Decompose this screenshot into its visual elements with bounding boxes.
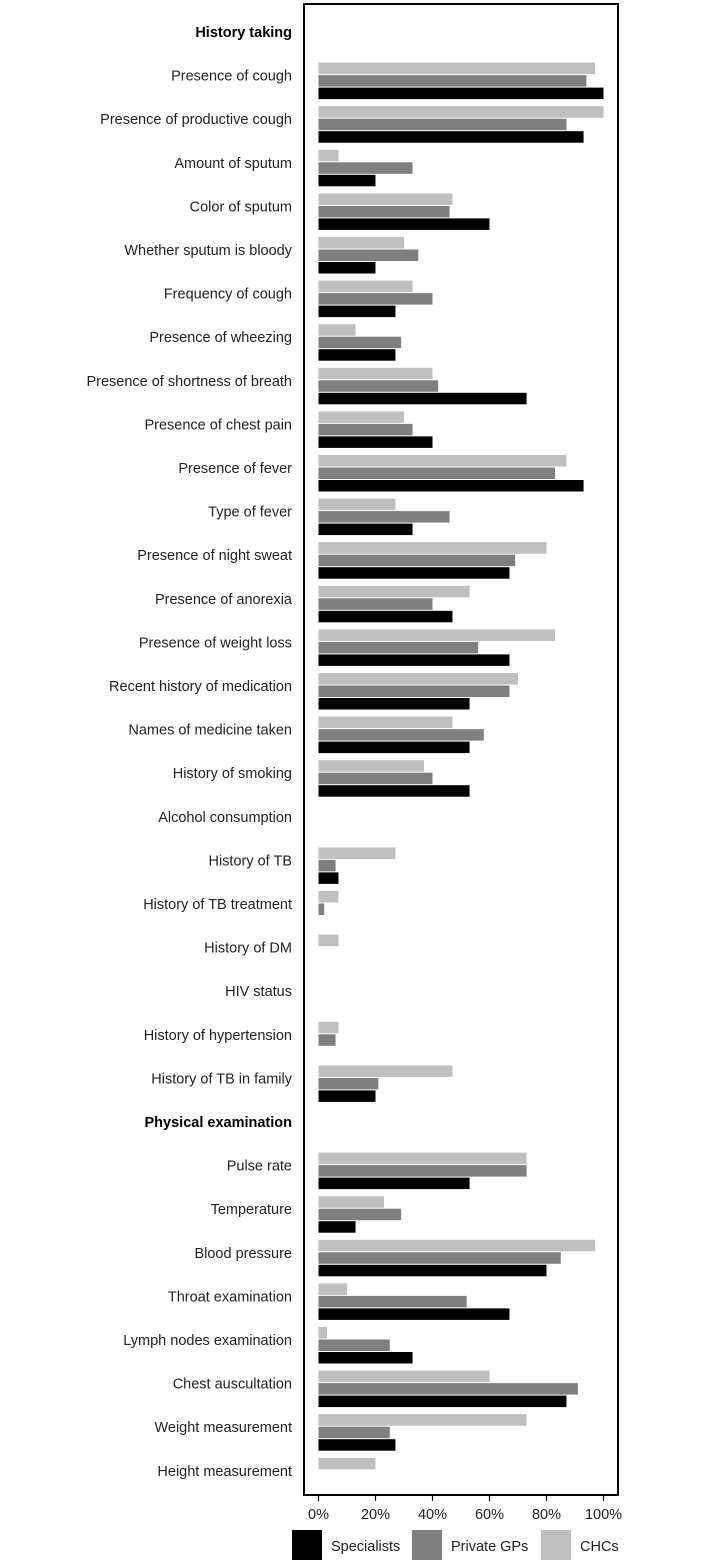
bar-chcs-history-of-smoking (319, 760, 424, 772)
bar-specialists-history-of-tb-in-family (319, 1090, 376, 1102)
bar-chcs-presence-of-shortness-of-breath (319, 368, 433, 380)
bar-chcs-recent-history-of-medication (319, 673, 519, 685)
category-label: Type of fever (208, 504, 292, 521)
bar-private-gps-presence-of-night-sweat (319, 555, 516, 567)
bar-private-gps-blood-pressure (319, 1252, 561, 1264)
bar-chcs-whether-sputum-is-bloody (319, 237, 405, 249)
bar-specialists-history-of-tb (319, 872, 339, 884)
bar-specialists-throat-examination (319, 1308, 510, 1320)
category-label: Chest auscultation (172, 1376, 292, 1393)
bar-private-gps-presence-of-chest-pain (319, 424, 413, 436)
category-label: Presence of anorexia (154, 591, 292, 608)
bar-private-gps-lymph-nodes-examination (319, 1340, 390, 1352)
bar-specialists-lymph-nodes-examination (319, 1352, 413, 1364)
bar-specialists-amount-of-sputum (319, 175, 376, 187)
bar-specialists-presence-of-shortness-of-breath (319, 393, 527, 405)
bar-specialists-presence-of-night-sweat (319, 567, 510, 579)
x-tick-label: 60% (474, 1507, 505, 1523)
bar-private-gps-presence-of-productive-cough (319, 119, 567, 131)
bar-private-gps-recent-history-of-medication (319, 686, 510, 698)
bar-chcs-presence-of-night-sweat (319, 542, 547, 554)
bar-chcs-history-of-dm (319, 935, 339, 947)
x-tick-label: 40% (417, 1507, 448, 1523)
bar-private-gps-presence-of-cough (319, 75, 587, 87)
bar-private-gps-presence-of-fever (319, 468, 556, 480)
bar-chcs-history-of-tb-in-family (319, 1065, 453, 1077)
bar-private-gps-frequency-of-cough (319, 293, 433, 305)
bar-specialists-whether-sputum-is-bloody (319, 262, 376, 274)
category-label: Names of medicine taken (128, 722, 292, 739)
bar-private-gps-pulse-rate (319, 1165, 527, 1177)
category-label: Whether sputum is bloody (124, 243, 292, 259)
category-label: History of DM (204, 940, 292, 957)
category-label: Presence of wheezing (149, 330, 292, 347)
bar-specialists-presence-of-fever (319, 480, 584, 492)
bar-private-gps-history-of-smoking (319, 773, 433, 785)
bar-chcs-presence-of-wheezing (319, 324, 356, 336)
x-axis (308, 1495, 622, 1523)
bar-specialists-color-of-sputum (319, 218, 490, 230)
legend-swatch-private-gps (412, 1530, 442, 1560)
bar-private-gps-type-of-fever (319, 511, 450, 522)
bar-private-gps-presence-of-weight-loss (319, 642, 479, 654)
bar-chcs-type-of-fever (319, 499, 396, 511)
bar-chcs-amount-of-sputum (319, 150, 339, 162)
bar-specialists-names-of-medicine-taken (319, 742, 470, 754)
legend-label-chcs: CHCs (580, 1539, 619, 1555)
bar-chcs-throat-examination (319, 1283, 348, 1295)
legend (292, 1530, 619, 1560)
section-header: Physical examination (144, 1115, 292, 1131)
bar-specialists-presence-of-productive-cough (319, 131, 584, 143)
legend-label-specialists: Specialists (331, 1539, 401, 1555)
category-label: Presence of cough (171, 68, 292, 85)
bar-specialists-blood-pressure (319, 1265, 547, 1277)
x-tick-label: 20% (360, 1507, 391, 1523)
category-label: History of hypertension (143, 1027, 292, 1044)
bar-specialists-history-of-smoking (319, 785, 470, 797)
bar-specialists-presence-of-wheezing (319, 349, 396, 361)
category-label: Amount of sputum (174, 155, 292, 172)
category-label: Presence of shortness of breath (86, 373, 292, 390)
category-label: Presence of productive cough (100, 112, 292, 129)
bar-private-gps-throat-examination (319, 1296, 467, 1308)
bars (319, 63, 604, 1470)
category-label: Presence of chest pain (144, 417, 292, 434)
category-label: Temperature (210, 1202, 292, 1219)
category-label: Frequency of cough (163, 286, 292, 303)
x-tick-label: 80% (531, 1507, 562, 1523)
bar-specialists-presence-of-weight-loss (319, 654, 510, 666)
legend-swatch-specialists (292, 1530, 322, 1560)
category-label: Height measurement (157, 1463, 292, 1480)
category-labels (86, 25, 292, 1480)
legend-label-private-gps: Private GPs (451, 1539, 529, 1555)
bar-private-gps-history-of-tb (319, 860, 336, 872)
category-label: Recent history of medication (109, 679, 292, 695)
bar-chcs-lymph-nodes-examination (319, 1327, 328, 1339)
bar-private-gps-temperature (319, 1209, 402, 1221)
bar-private-gps-chest-auscultation (319, 1383, 578, 1395)
x-tick-label: 0% (308, 1507, 329, 1523)
bar-specialists-type-of-fever (319, 524, 413, 536)
category-label: Presence of fever (178, 461, 292, 477)
bar-private-gps-amount-of-sputum (319, 162, 413, 174)
bar-chcs-presence-of-fever (319, 455, 567, 467)
bar-private-gps-presence-of-shortness-of-breath (319, 380, 439, 392)
bar-private-gps-history-of-hypertension (319, 1034, 336, 1046)
bar-specialists-weight-measurement (319, 1439, 396, 1451)
section-header: History taking (195, 25, 292, 41)
bar-chcs-presence-of-anorexia (319, 586, 470, 598)
bar-private-gps-presence-of-anorexia (319, 598, 433, 610)
category-label: History of TB treatment (143, 897, 292, 913)
bar-specialists-temperature (319, 1221, 356, 1233)
category-label: Presence of weight loss (138, 635, 292, 652)
bar-private-gps-weight-measurement (319, 1427, 390, 1439)
category-label: Pulse rate (226, 1158, 292, 1175)
category-label: Weight measurement (154, 1420, 292, 1437)
bar-private-gps-history-of-tb-in-family (319, 1078, 379, 1090)
bar-chcs-height-measurement (319, 1458, 376, 1470)
bar-private-gps-names-of-medicine-taken (319, 729, 484, 741)
category-label: History of TB (208, 853, 292, 870)
category-label: HIV status (225, 984, 292, 1001)
bar-chcs-history-of-hypertension (319, 1022, 339, 1034)
bar-chcs-presence-of-cough (319, 63, 595, 75)
bar-specialists-frequency-of-cough (319, 306, 396, 318)
bar-chcs-presence-of-weight-loss (319, 629, 556, 641)
category-label: Blood pressure (194, 1245, 292, 1262)
category-label: Color of sputum (189, 199, 292, 216)
category-label: Alcohol consumption (158, 809, 292, 826)
bar-private-gps-color-of-sputum (319, 206, 450, 218)
bar-chcs-chest-auscultation (319, 1371, 490, 1383)
bar-chcs-pulse-rate (319, 1153, 527, 1165)
bar-chcs-presence-of-productive-cough (319, 106, 604, 118)
bar-private-gps-whether-sputum-is-bloody (319, 250, 419, 262)
bar-chcs-blood-pressure (319, 1240, 595, 1252)
bar-chcs-history-of-tb (319, 847, 396, 859)
bar-specialists-presence-of-cough (319, 88, 604, 100)
bar-specialists-pulse-rate (319, 1178, 470, 1190)
bar-chcs-frequency-of-cough (319, 281, 413, 293)
legend-swatch-chcs (541, 1530, 571, 1560)
bar-chcs-weight-measurement (319, 1414, 527, 1426)
bar-specialists-presence-of-anorexia (319, 611, 453, 623)
bar-chcs-presence-of-chest-pain (319, 411, 405, 423)
category-label: Lymph nodes examination (123, 1333, 292, 1349)
x-tick-label: 100% (584, 1507, 623, 1523)
category-label: Presence of night sweat (137, 548, 292, 565)
bar-private-gps-presence-of-wheezing (319, 337, 402, 349)
bar-chcs-temperature (319, 1196, 385, 1208)
bar-chcs-color-of-sputum (319, 193, 453, 205)
bar-chcs-names-of-medicine-taken (319, 717, 453, 729)
category-label: History of TB in family (151, 1071, 292, 1088)
category-label: Throat examination (167, 1289, 292, 1306)
category-label: History of smoking (172, 766, 292, 783)
bar-chcs-history-of-tb-treatment (319, 891, 339, 903)
bar-specialists-recent-history-of-medication (319, 698, 470, 710)
bar-specialists-presence-of-chest-pain (319, 436, 433, 448)
bar-specialists-chest-auscultation (319, 1396, 567, 1408)
bar-private-gps-history-of-tb-treatment (319, 904, 325, 916)
